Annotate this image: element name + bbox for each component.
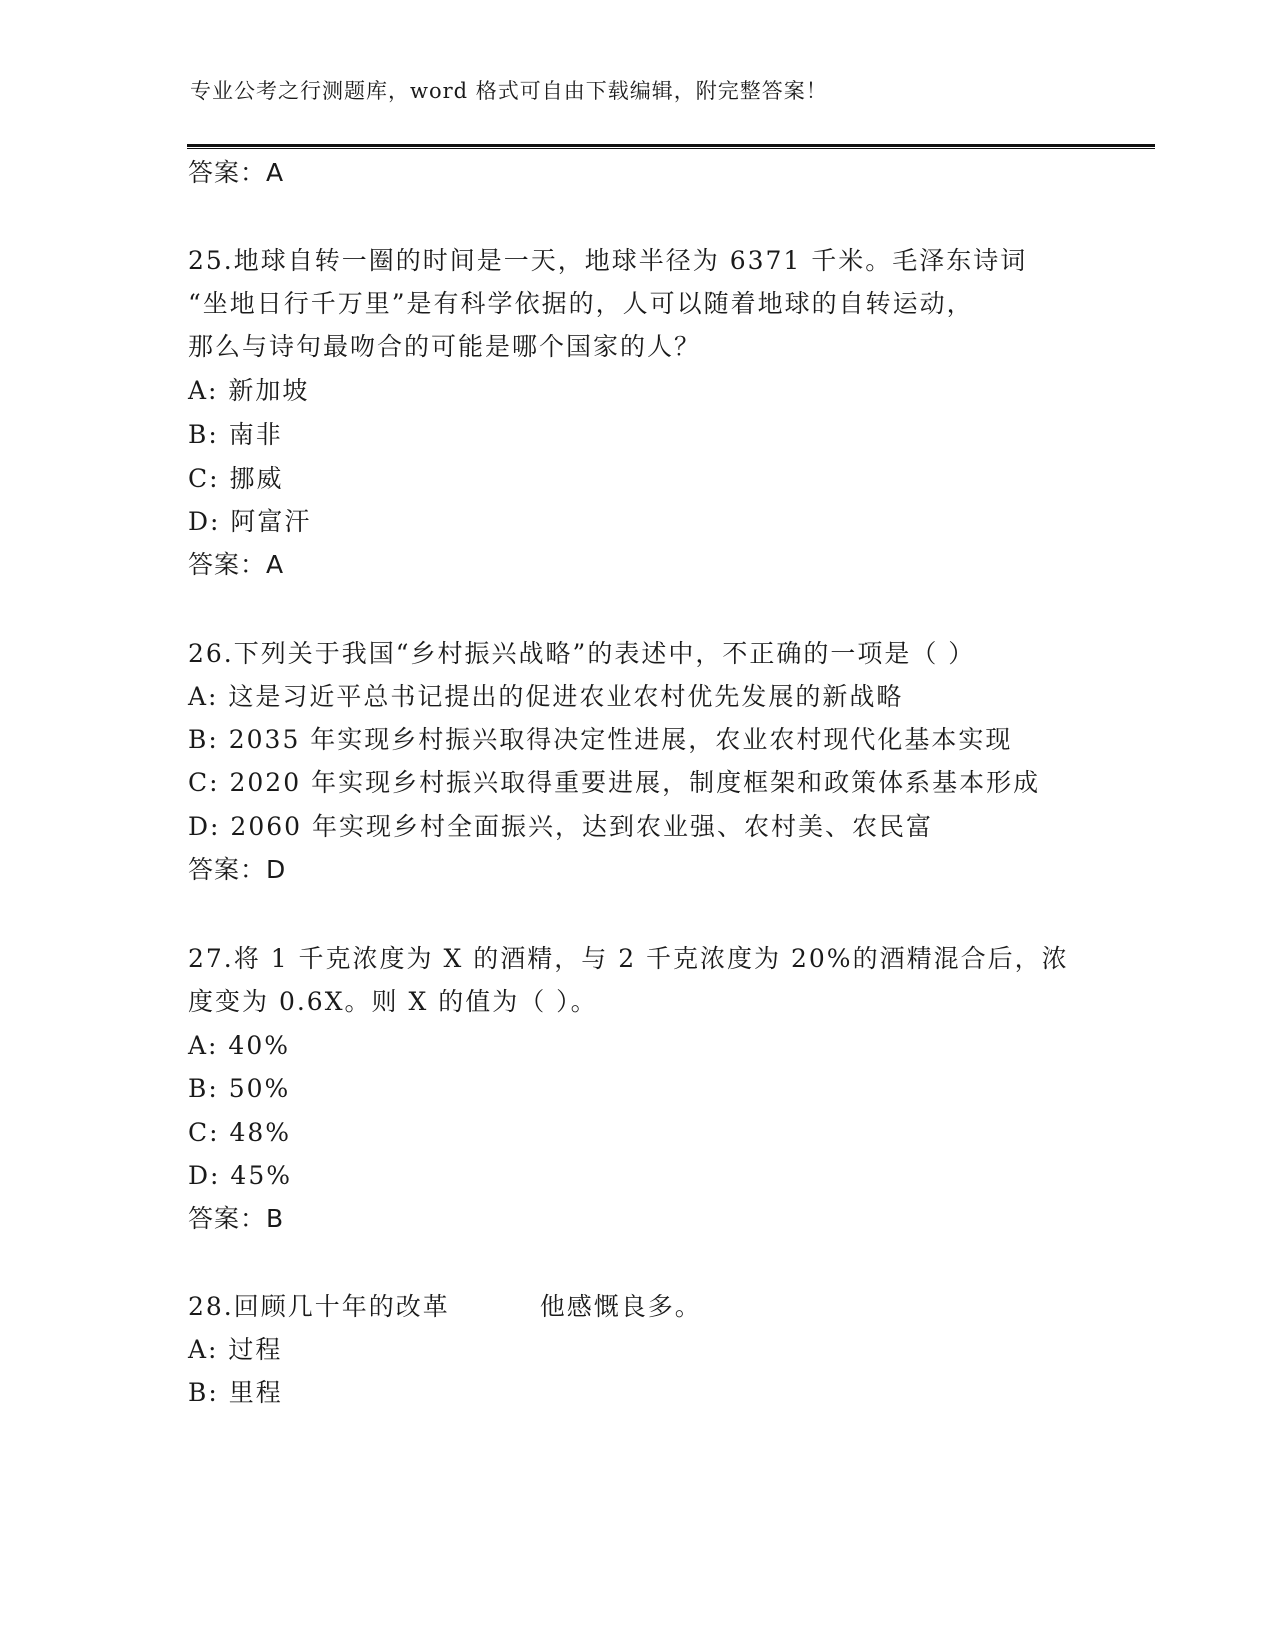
option-b: B: 南非 [188,420,283,449]
option-c: C: 2020 年实现乡村振兴取得重要进展，制度框架和政策体系基本形成 [188,768,1041,797]
question-text-line: 25.地球自转一圈的时间是一天，地球半径为 6371 千米。毛泽东诗词 [188,246,1028,275]
answer-previous: 答案：A [188,158,285,187]
option-b: B: 2035 年实现乡村振兴取得决定性进展，农业农村现代化基本实现 [188,725,1013,754]
option-a: A: 40% [188,1031,290,1060]
option-a: A: 过程 [188,1335,283,1364]
answer: 答案：D [188,855,287,884]
question-text-line: 那么与诗句最吻合的可能是哪个国家的人？ [188,332,702,361]
option-d: D: 45% [188,1161,292,1190]
header-text: 专业公考之行测题库，word 格式可自由下载编辑，附完整答案！ [190,79,828,103]
option-b: B: 里程 [188,1378,283,1407]
question-text-line: “坐地日行千万里”是有科学依据的，人可以随着地球的自转运动， [188,289,974,318]
question-text-part1: 28.回顾几十年的改革 [188,1292,450,1321]
header-divider [187,144,1155,149]
option-c: C: 挪威 [188,464,284,493]
option-a: A: 新加坡 [188,376,310,405]
question-text-line [188,1290,702,1324]
option-c: C: 48% [188,1118,292,1147]
question-text-part2: 他感慨良多。 [539,1292,702,1321]
option-a: A: 这是习近平总书记提出的促进农业农村优先发展的新战略 [188,682,904,711]
option-d: D: 2060 年实现乡村全面振兴，达到农业强、农村美、农民富 [188,812,933,841]
answer: 答案：A [188,550,285,579]
option-b: B: 50% [188,1074,291,1103]
option-d: D: 阿富汗 [188,507,312,536]
answer: 答案：B [188,1204,285,1233]
question-text-line: 27.将 1 千克浓度为 X 的酒精，与 2 千克浓度为 20%的酒精混合后，浓 [188,944,1069,973]
question-text-line: 26.下列关于我国“乡村振兴战略”的表述中，不正确的一项是（ ） [188,639,976,668]
question-text-line: 度变为 0.6X。则 X 的值为（ ）。 [188,987,598,1016]
